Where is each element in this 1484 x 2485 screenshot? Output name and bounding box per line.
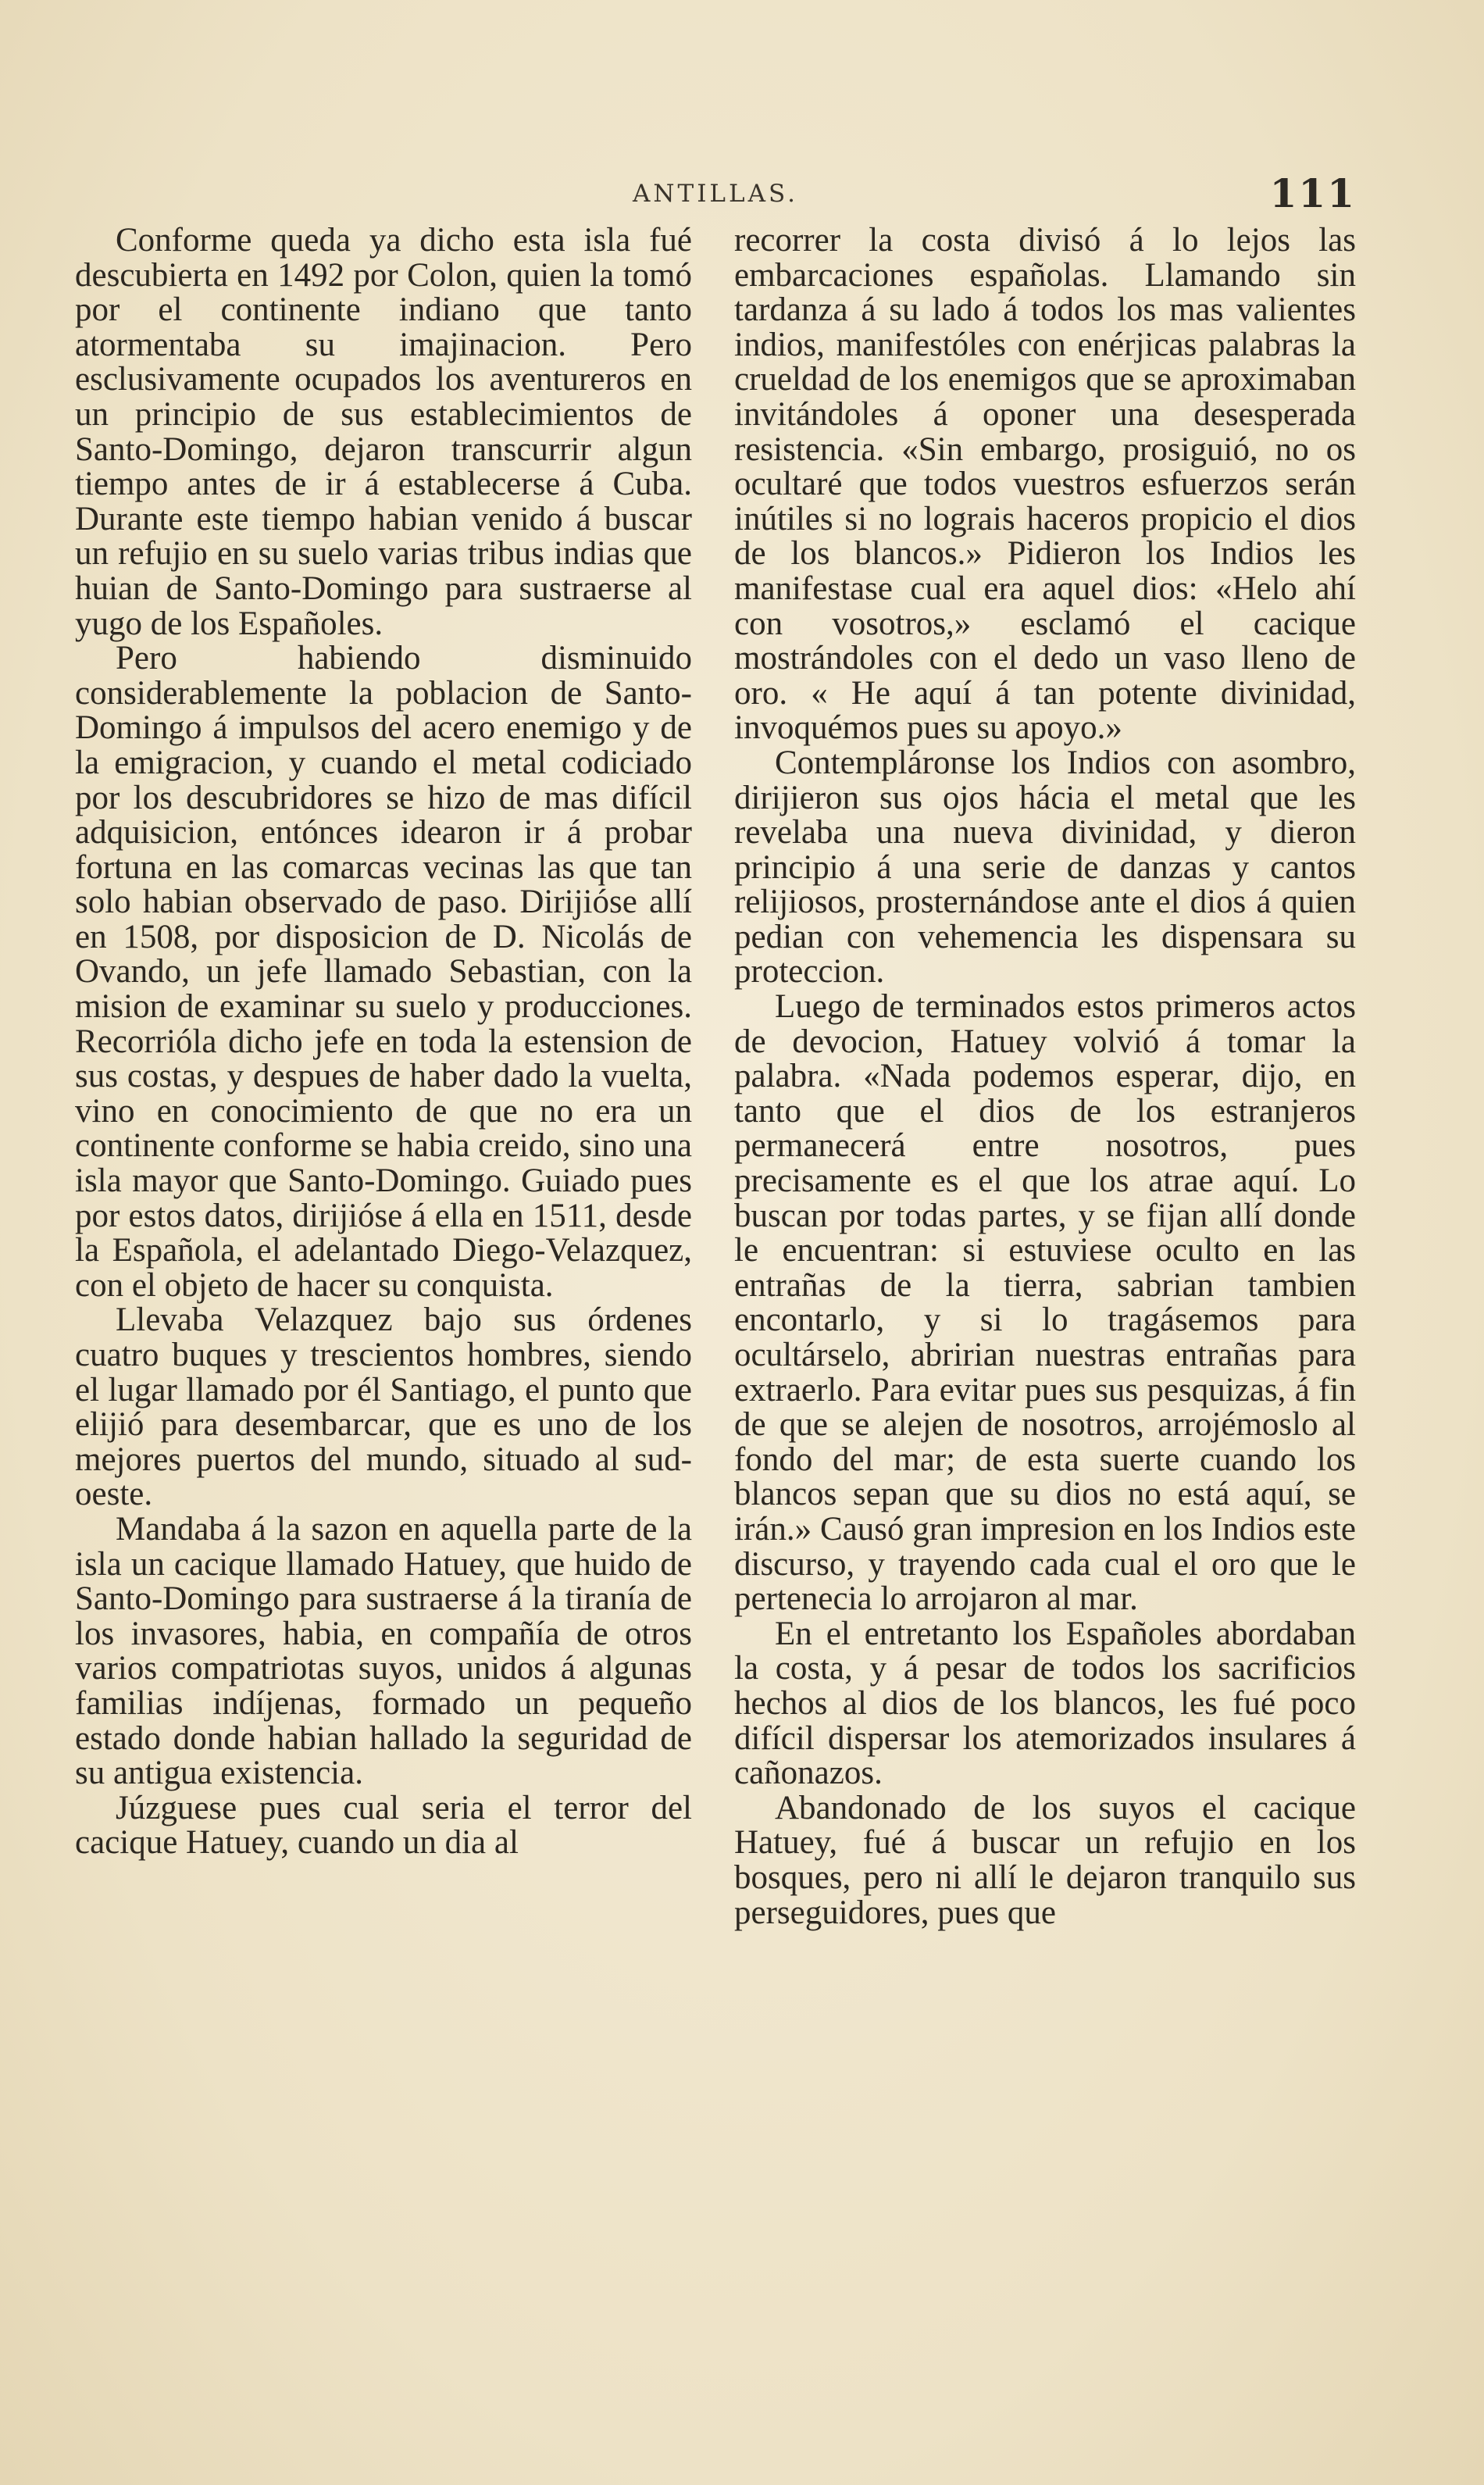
paragraph: Abandonado de los suyos el cacique Hatuey, fué á buscar un refujio en los bosques, pero ni allí le dejaron tranquilo sus perseguidores, pues que <box>734 1789 1356 1931</box>
paragraph: Júzguese pues cual seria el terror del cacique Hatuey, cuando un dia al <box>75 1789 692 1862</box>
left-column <box>75 223 692 2317</box>
paragraph: Conforme queda ya dicho esta isla fué descubierta en 1492 por Colon, quien la tomó por el continente indiano que tanto atormentaba su imajinacion. Pero esclusivamente ocupados los aventureros en un principio de sus establecimientos de Santo-Domingo, dejaron transcurrir algun tiempo antes de ir á establecerse á Cuba. Durante este tiempo habian venido á buscar un refujio en su suelo varias tribus indias que huian de Santo-Domingo para sustraerse al yugo de los Españoles. <box>75 223 692 642</box>
page-header <box>75 170 1356 220</box>
running-title: ANTILLAS. <box>633 180 798 208</box>
paragraph: Pero habiendo disminuido considerablemente la poblacion de Santo-Domingo á impulsos del acero enemigo y de la emigracion, y cuando el metal codiciado por los descubridores se hizo de mas difícil adquisicion, entónces idearon ir á probar fortuna en las comarcas vecinas las que tan solo habian observado de paso. Dirijióse allí en 1508, por disposicion de D. Nicolás de Ovando, un jefe llamado Sebastian, con la mision de examinar su suelo y producciones. Recorrióla dicho jefe en toda la estension de sus costas, y despues de haber dado la vuelta, vino en conocimiento de que no era un continente conforme se habia creido, sino una isla mayor que Santo-Domingo. Guiado pues por estos datos, dirijióse á ella en 1511, desde la Española, el adelantado Diego-Velazquez, con el objeto de hacer su conquista. <box>75 640 692 1304</box>
paragraph: Luego de terminados estos primeros actos de devocion, Hatuey volvió á tomar la palabra. «Nada podemos esperar, dijo, en tanto que el dios de los estranjeros permanecerá entre nosotros, pues precisamente es el que los atrae aquí. Lo buscan por todas partes, y se fijan allí donde le encuentran: si estuviese oculto en las entrañas de la tierra, sabrian tambien encontarlo, y si lo tragásemos para ocultárselo, abririan nuestras entrañas para extraerlo. Para evitar pues sus pesquizas, á fin de que se alejen de nosotros, arrojémoslo al fondo del mar; de esta suerte cuando los blancos sepan que su dios no está aquí, se irán.» Causó gran impresion en los Indios este discurso, y trayendo cada cual el oro que le pertenecia lo arrojaron al mar. <box>734 988 1356 1618</box>
paragraph-continued: recorrer la costa divisó á lo lejos las embarcaciones españolas. Llamando sin tardanza á su lado á todos los mas valientes indios, manifestóles con enérjicas palabras la crueldad de los enemigos que se aproximaban invitándoles á oponer una desesperada resistencia. «Sin embargo, prosiguió, no os ocultaré que todos vuestros esfuerzos serán inútiles si no lograis haceros propicio el dios de los blancos.» Pidieron los Indios les manifestase cual era aquel dios: «Helo ahí con vosotros,» esclamó el cacique mostrándoles con el dedo un vaso lleno de oro. « He aquí á tan potente divinidad, invoquémos pues su apoyo.» <box>734 223 1356 747</box>
paragraph: En el entretanto los Españoles abordaban la costa, y á pesar de todos los sacrificios hechos al dios de los blancos, les fué poco difícil dispersar los atemorizados insulares á cañonazos. <box>734 1615 1356 1792</box>
paragraph: Contempláronse los Indios con asombro, dirijieron sus ojos hácia el metal que les revelaba una nueva divinidad, y dieron principio á una serie de danzas y cantos relijiosos, prosternándose ante el dios á quien pedian con vehemencia les dispensara su proteccion. <box>734 744 1356 991</box>
right-column <box>734 223 1356 2317</box>
paragraph: Llevaba Velazquez bajo sus órdenes cuatro buques y trescientos hombres, siendo el lugar llamado por él Santiago, el punto que elijió para desembarcar, que es uno de los mejores puertos del mundo, situado al sud-oeste. <box>75 1301 692 1513</box>
page-number: 111 <box>1269 170 1356 216</box>
paragraph: Mandaba á la sazon en aquella parte de la isla un cacique llamado Hatuey, que huido de Santo-Domingo para sustraerse á la tiranía de los invasores, habia, en compañía de otros varios compatriotas suyos, unidos á algunas familias indíjenas, formado un pequeño estado donde habian hallado la seguridad de su antigua existencia. <box>75 1510 692 1792</box>
